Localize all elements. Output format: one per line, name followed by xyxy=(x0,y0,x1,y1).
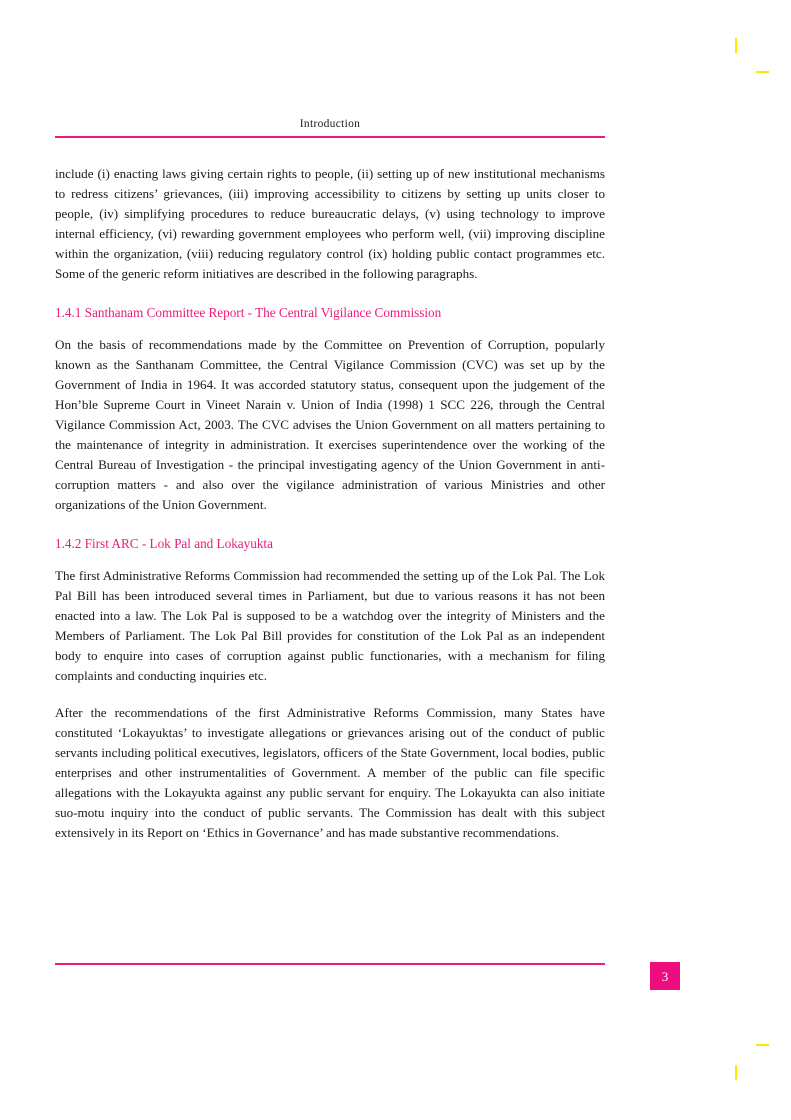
paragraph-central-vigilance-commission: On the basis of recommendations made by the Committee on Prevention of Corruption, popularly known as the Santhanam Committee, the Central Vigilance Commission (CVC) was set up by the Government of India in 1964. It was accorded statutory status, consequent upon the judgement of the Hon’ble Supreme Court in Vineet Narain v. Union of India (1998) 1 SCC 226, through the Central Vigilance Commission Act, 2003. The CVC advises the Union Government on all matters pertaining to the maintenance of integrity in administration. It exercises superintendence over the working of the Central Bureau of Investigation - the principal investigating agency of the Union Government in anti-corruption matters - and also over the vigilance administration of various Ministries and other organizations of the Union Government. xyxy=(55,337,605,512)
crop-mark-bottom-right-vertical xyxy=(735,1065,737,1080)
footer-rule xyxy=(55,963,605,965)
page-number-badge: 3 xyxy=(650,962,680,990)
running-head: Introduction xyxy=(299,118,361,130)
paragraph-lok-pal: The first Administrative Reforms Commission had recommended the setting up of the Lok Pal. The Lok Pal Bill has been introduced several times in Parliament, but due to various reasons it has not been enacted into a law. The Lok Pal is supposed to be a watchdog over the integrity of Ministers and the Members of Parliament. The Lok Pal Bill provides for constitution of the Lok Pal as an independent body to enquire into cases of corruption against public functionaries, with a mechanism for filing complaints and conducting inquiries etc. xyxy=(55,568,605,683)
crop-mark-top-right-vertical xyxy=(735,38,737,53)
crop-mark-top-right-horizontal xyxy=(756,71,769,73)
paragraph-reform-initiatives: include (i) enacting laws giving certain rights to people, (ii) setting up of new institutional mechanisms to redress citizens’ grievances, (iii) improving accessibility to citizens by setting up units closer to people, (iv) simplifying procedures to reduce bureaucratic delays, (v) using technology to improve internal efficiency, (vi) rewarding government employees who perform well, (vii) improving discipline within the organization, (viii) reducing regulatory control (ix) holding public contact programmes etc. Some of the generic reform initiatives are described in the following paragraphs. xyxy=(55,166,605,281)
crop-mark-bottom-right-horizontal xyxy=(756,1044,769,1046)
body-text xyxy=(55,138,605,843)
paragraph-lokayukta: After the recommendations of the first Administrative Reforms Commission, many States have constituted ‘Lokayuktas’ to investigate allegations or grievances arising out of the conduct of public servants including political executives, legislators, officers of the State Government, local bodies, public enterprises and other instrumentalities of Government. A member of the public can file specific allegations with the Lokayukta against any public servant for enquiry. The Lokayukta can also initiate suo-motu inquiry into the conduct of public servants. The Commission has dealt with this subject extensively in its Report on ‘Ethics in Governance’ and has made substantive recommendations. xyxy=(55,705,605,840)
section-heading-1-4-1: 1.4.1 Santhanam Committee Report - The Central Vigilance Commission xyxy=(55,305,442,320)
page-content xyxy=(55,118,605,843)
section-heading-1-4-2: 1.4.2 First ARC - Lok Pal and Lokayukta xyxy=(55,536,273,551)
